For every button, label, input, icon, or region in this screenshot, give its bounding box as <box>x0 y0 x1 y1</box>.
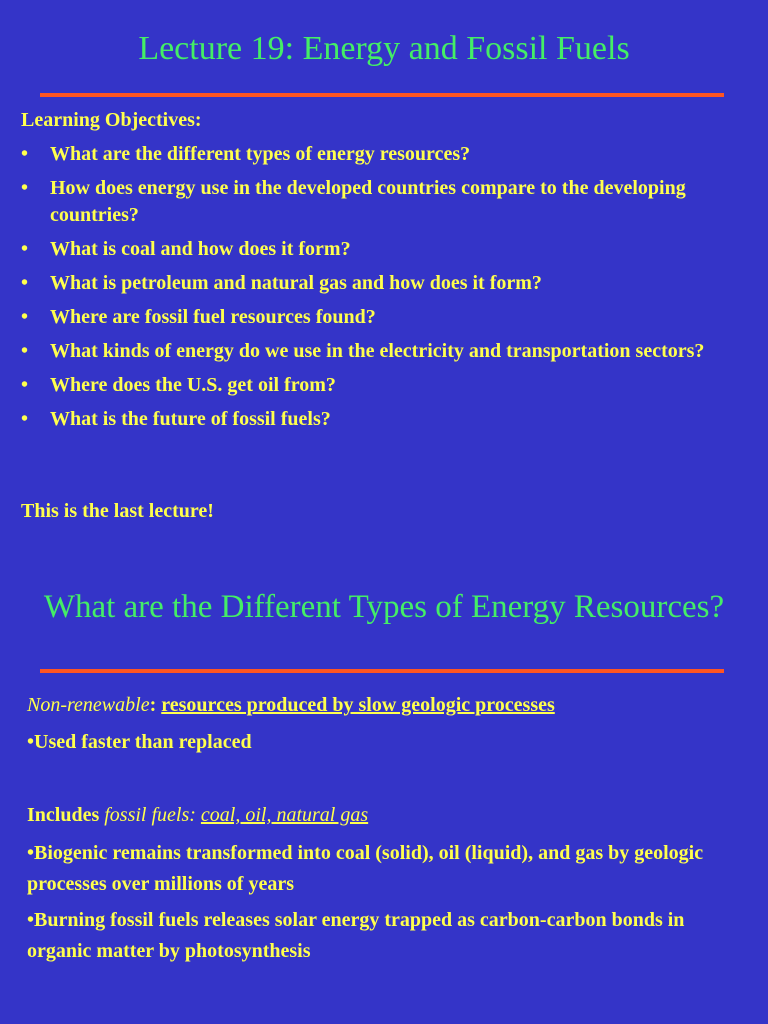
bullet-icon: • <box>21 272 29 294</box>
objective-text: Where does the U.S. get oil from? <box>50 374 336 396</box>
slide1-divider <box>40 93 724 97</box>
biogenic-bullet: •Biogenic remains transformed into coal (solid), oil (liquid), and gas by geologic processes over millions of years <box>27 842 704 895</box>
bullet-icon: • <box>21 306 29 328</box>
nonrenewable-term: Non-renewable <box>27 694 150 716</box>
slide1-title: Lecture 19: Energy and Fossil Fuels <box>138 30 630 67</box>
bullet-icon: • <box>21 238 29 260</box>
bullet-icon: • <box>21 374 29 396</box>
objective-item <box>21 304 751 331</box>
objective-text: What is petroleum and natural gas and how does it form? <box>50 272 542 294</box>
nonrenewable-def: resources produced by slow geologic processes <box>161 694 555 716</box>
fossil-fuels-list: coal, oil, natural gas <box>200 804 369 826</box>
objective-text: How does energy use in the developed countries compare to the developing countries? <box>50 177 686 226</box>
nonrenewable-definition <box>27 690 747 721</box>
burning-bullet: •Burning fossil fuels releases solar energy trapped as carbon-carbon bonds in organic matter by photosynthesis <box>27 909 685 962</box>
closing-note: This is the last lecture! <box>21 500 214 522</box>
objective-text: What is coal and how does it form? <box>50 238 351 260</box>
nonrenewable-colon: : <box>149 694 162 716</box>
objective-item <box>21 141 751 168</box>
objective-item <box>21 236 751 263</box>
fossil-fuels-term: fossil fuels: <box>104 804 196 826</box>
objective-item <box>21 338 751 365</box>
bullet-icon: • <box>21 177 29 199</box>
used-faster-bullet: •Used faster than replaced <box>27 731 252 753</box>
includes-prefix: Includes <box>27 804 105 826</box>
slide2-divider <box>40 669 724 673</box>
bullet-icon: • <box>21 340 29 362</box>
objective-item <box>21 406 751 433</box>
objective-text: What are the different types of energy resources? <box>50 143 471 165</box>
objective-item <box>21 372 751 399</box>
slide2-title: What are the Different Types of Energy Resources? <box>43 589 725 625</box>
includes-line <box>27 800 747 831</box>
objective-item <box>21 175 751 229</box>
bullet-icon: • <box>21 408 29 430</box>
objectives-heading: Learning Objectives: <box>21 109 202 131</box>
objective-text: What is the future of fossil fuels? <box>50 408 331 430</box>
objective-text: Where are fossil fuel resources found? <box>50 306 376 328</box>
bullet-icon: • <box>21 143 29 165</box>
objective-item <box>21 270 751 297</box>
objective-text: What kinds of energy do we use in the electricity and transportation sectors? <box>50 340 705 362</box>
objectives-list <box>21 141 751 440</box>
